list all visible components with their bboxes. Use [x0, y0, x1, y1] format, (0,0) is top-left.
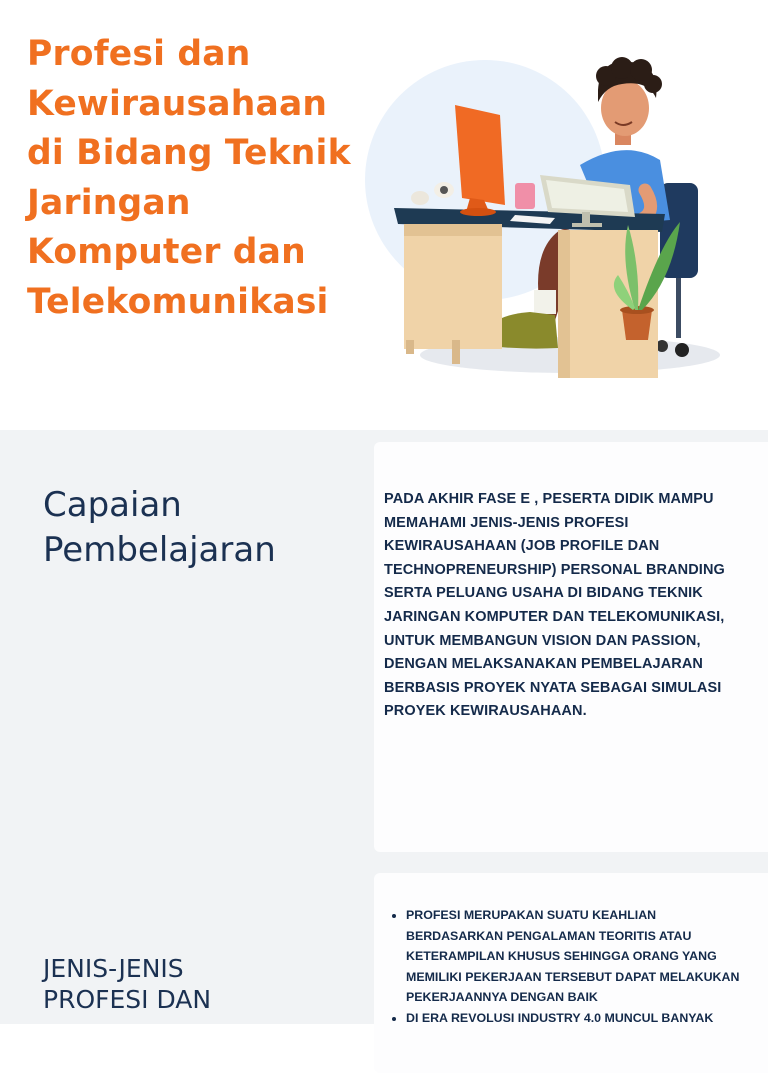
list-item: • PROFESI MERUPAKAN SUATU KEAHLIAN BERDASARKAN PENGALAMAN TEORITIS ATAU KETERAMPILAN KHUSUS SEHINGGA ORANG YANG MEMILIKI PEKERJAAN TERSEBUT DAPAT MELAKUKAN PEKERJAANNYA DENGAN BAIK: [406, 905, 756, 1008]
profesi-bullet-list: [396, 905, 756, 1029]
card-capaian: [374, 442, 768, 852]
content-area: [0, 430, 768, 1024]
page-title: Profesi dan Kewirausahaan di Bidang Teknik Jaringan Komputer dan Telekomunikasi: [27, 34, 351, 322]
person-at-desk-illustration: [360, 40, 720, 385]
card-jenis-profesi: [374, 873, 768, 1073]
list-item: • DI ERA REVOLUSI INDUSTRY 4.0 MUNCUL BANYAK: [406, 1008, 756, 1029]
hero-section: [0, 0, 768, 430]
section-heading-jenis-profesi: JENIS-JENIS PROFESI DAN: [43, 954, 212, 1014]
section-heading-capaian: Capaian Pembelajaran: [43, 485, 276, 570]
capaian-body: PADA AKHIR FASE E , PESERTA DIDIK MAMPU MEMAHAMI JENIS-JENIS PROFESI KEWIRAUSAHAAN (JOB PROFILE DAN TECHNOPRENEURSHIP) PERSONAL BRANDING SERTA PELUANG USAHA DI BIDANG TEKNIK JARINGAN KOMPUTER DAN TELEKOMUNIKASI, UNTUK MEMBANGUN VISION DAN PASSION, DENGAN MELAKSANAKAN PEMBELAJARAN BERBASIS PROYEK NYATA SEBAGAI SIMULASI PROYEK KEWIRAUSAHAAN.: [384, 491, 725, 720]
